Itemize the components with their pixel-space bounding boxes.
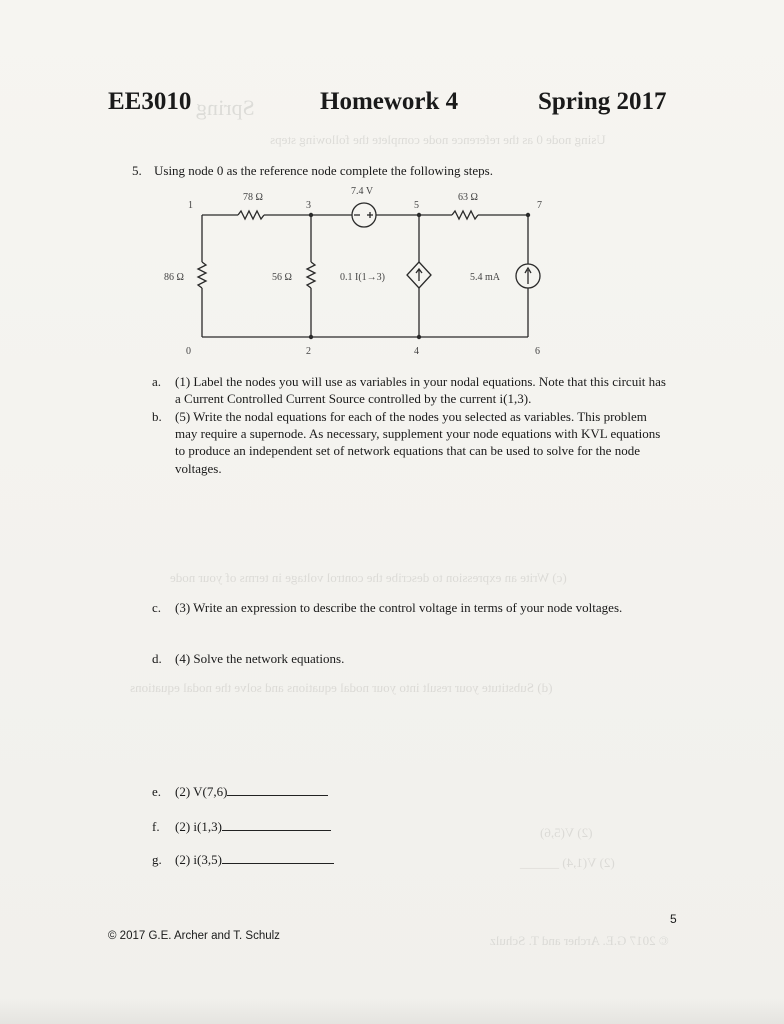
node-label: 7 [537,200,542,211]
circuit-diagram [0,0,784,370]
node-label: 3 [306,200,311,211]
page-number: 5 [670,912,677,926]
problem-number: 5. [132,163,142,178]
part-d-text: (4) Solve the network equations. [175,651,345,666]
part-b [152,408,672,477]
bleed-through: Spring [196,95,255,120]
junction-dot [526,213,530,217]
node-label: 6 [535,346,540,357]
part-e-text: (2) V(7,6) [175,784,228,799]
resistor-86-label: 86 Ω [164,272,184,283]
current-source-label: 5.4 mA [470,272,500,283]
answer-blank-e[interactable] [227,784,328,796]
bleed-through: (c) Write an expression to describe the control voltage in terms of your node [170,570,567,585]
answer-blank-f[interactable] [222,819,331,831]
bleed-through: Using node 0 as the reference node complete the following steps [270,132,606,147]
bleed-through: (2) V(1,4) ______ [520,855,615,870]
part-d [152,650,672,667]
answer-blank-g[interactable] [222,852,334,864]
part-c-label: c. [152,600,162,615]
part-c [152,599,672,616]
resistor-86 [198,262,206,288]
bleed-through: © 2017 G.E. Archer and T. Schulz [490,933,669,948]
resistor-56-label: 56 Ω [272,272,292,283]
junction-dot [309,335,313,339]
problem-text: Using node 0 as the reference node complete the following steps. [154,163,493,178]
voltage-source-label: 7.4 V [351,186,374,197]
resistor-63-label: 63 Ω [458,192,478,203]
part-f-text: (2) i(1,3) [175,819,222,834]
copyright: © 2017 G.E. Archer and T. Schulz [108,930,280,942]
node-label: 5 [414,200,419,211]
junction-dot [417,335,421,339]
part-a-label: a. [152,374,162,389]
resistor-78-label: 78 Ω [243,192,263,203]
part-g [152,851,672,868]
node-label: 0 [186,346,191,357]
part-a [152,373,672,407]
part-a-text: (1) Label the nodes you will use as variables in your nodal equations. Note that this circuit has a Current Controlled Current Source controlled by the current i(1,3). [175,374,666,407]
part-e [152,783,672,800]
part-f-label: f. [152,819,160,834]
resistor-63 [452,211,478,219]
part-e-label: e. [152,784,162,799]
page-edge [0,998,784,1024]
bleed-through: (2) V(5,6) [540,825,593,840]
part-f [152,818,672,835]
term: Spring 2017 [538,88,667,115]
part-d-label: d. [152,651,162,666]
resistor-78 [238,211,264,219]
part-g-label: g. [152,852,162,867]
part-g-text: (2) i(3,5) [175,852,222,867]
bleed-through: (d) Substitute your result into your nodal equations and solve the nodal equations [130,680,553,695]
node-label: 4 [414,346,419,357]
junction-dot [309,213,313,217]
part-b-label: b. [152,409,162,424]
node-label: 2 [306,346,311,357]
part-c-text: (3) Write an expression to describe the control voltage in terms of your node voltages. [175,600,623,615]
junction-dot [417,213,421,217]
resistor-56 [307,262,315,288]
dependent-source-label: 0.1 I(1→3) [340,272,385,283]
node-label: 1 [188,200,193,211]
homework-title: Homework 4 [320,88,459,115]
course-code: EE3010 [108,88,192,115]
part-b-text: (5) Write the nodal equations for each of the nodes you selected as variables. This problem may require a supernode. As necessary, supplement your node equations with KVL equations to produce an independent set of network equations that can be used to solve for the node voltages. [175,409,661,476]
